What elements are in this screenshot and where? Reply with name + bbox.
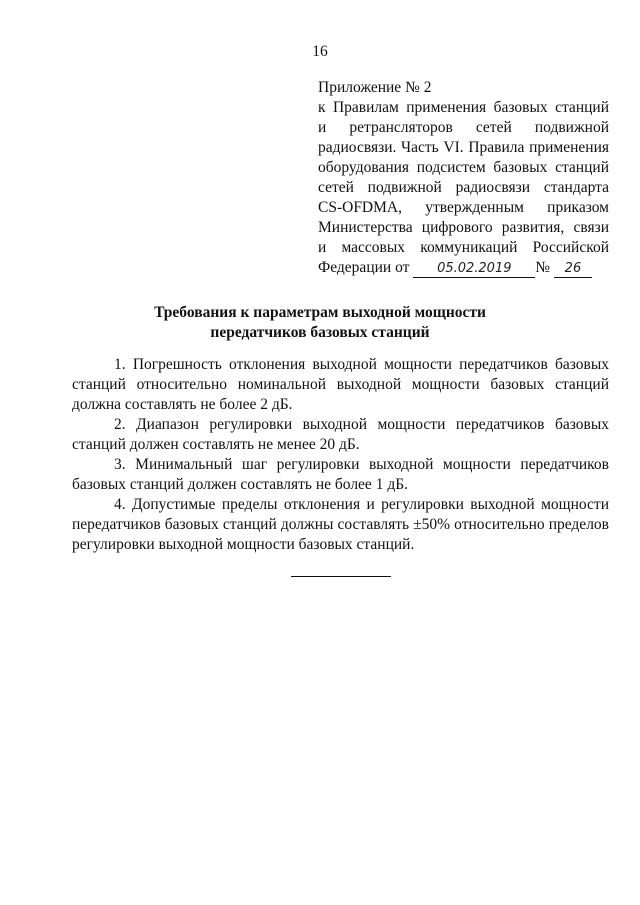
appendix-line: сетей подвижной радиосвязи стандарта	[318, 179, 609, 196]
appendix-line: и ретрансляторов сетей подвижной	[318, 119, 609, 136]
approval-number: 26	[554, 261, 592, 278]
appendix-block	[318, 78, 609, 278]
end-separator	[291, 576, 391, 577]
clause-2: 2. Диапазон регулировки выходной мощности передатчиков базовых станций должен составлять не менее 20 дБ.	[72, 416, 609, 453]
approval-number-label: №	[535, 259, 551, 276]
appendix-line: радиосвязи. Часть VI. Правила применения	[318, 139, 609, 156]
approval-date: 05.02.2019	[413, 261, 535, 278]
document-title-line: Требования к параметрам выходной мощности	[154, 304, 486, 321]
clause-4: 4. Допустимые пределы отклонения и регулировки выходной мощности передатчиков базовых станций должны составлять ±50% относительно пределов регулировки выходной мощности базовых станций.	[72, 496, 609, 553]
page-number: 16	[312, 43, 328, 60]
approval-line	[318, 258, 609, 278]
appendix-line: CS-OFDMA, утвержденным приказом	[318, 199, 609, 216]
clauses-list	[72, 355, 609, 555]
appendix-line: Министерства цифрового развития, связи	[318, 219, 609, 236]
appendix-title: Приложение № 2	[318, 79, 432, 96]
clause-3: 3. Минимальный шаг регулировки выходной мощности передатчиков базовых станций должен составлять не более 1 дБ.	[72, 456, 609, 493]
appendix-line: и массовых коммуникаций Российской	[318, 239, 609, 256]
document-title-line: передатчиков базовых станций	[210, 324, 430, 341]
appendix-line: оборудования подсистем базовых станций	[318, 159, 609, 176]
document-title	[120, 303, 520, 343]
clause-1: 1. Погрешность отклонения выходной мощности передатчиков базовых станций относительно номинальной выходной мощности базовых станций должна составлять не более 2 дБ.	[72, 356, 609, 413]
appendix-line: к Правилам применения базовых станций	[318, 99, 609, 116]
approval-prefix: Федерации от	[318, 259, 410, 276]
